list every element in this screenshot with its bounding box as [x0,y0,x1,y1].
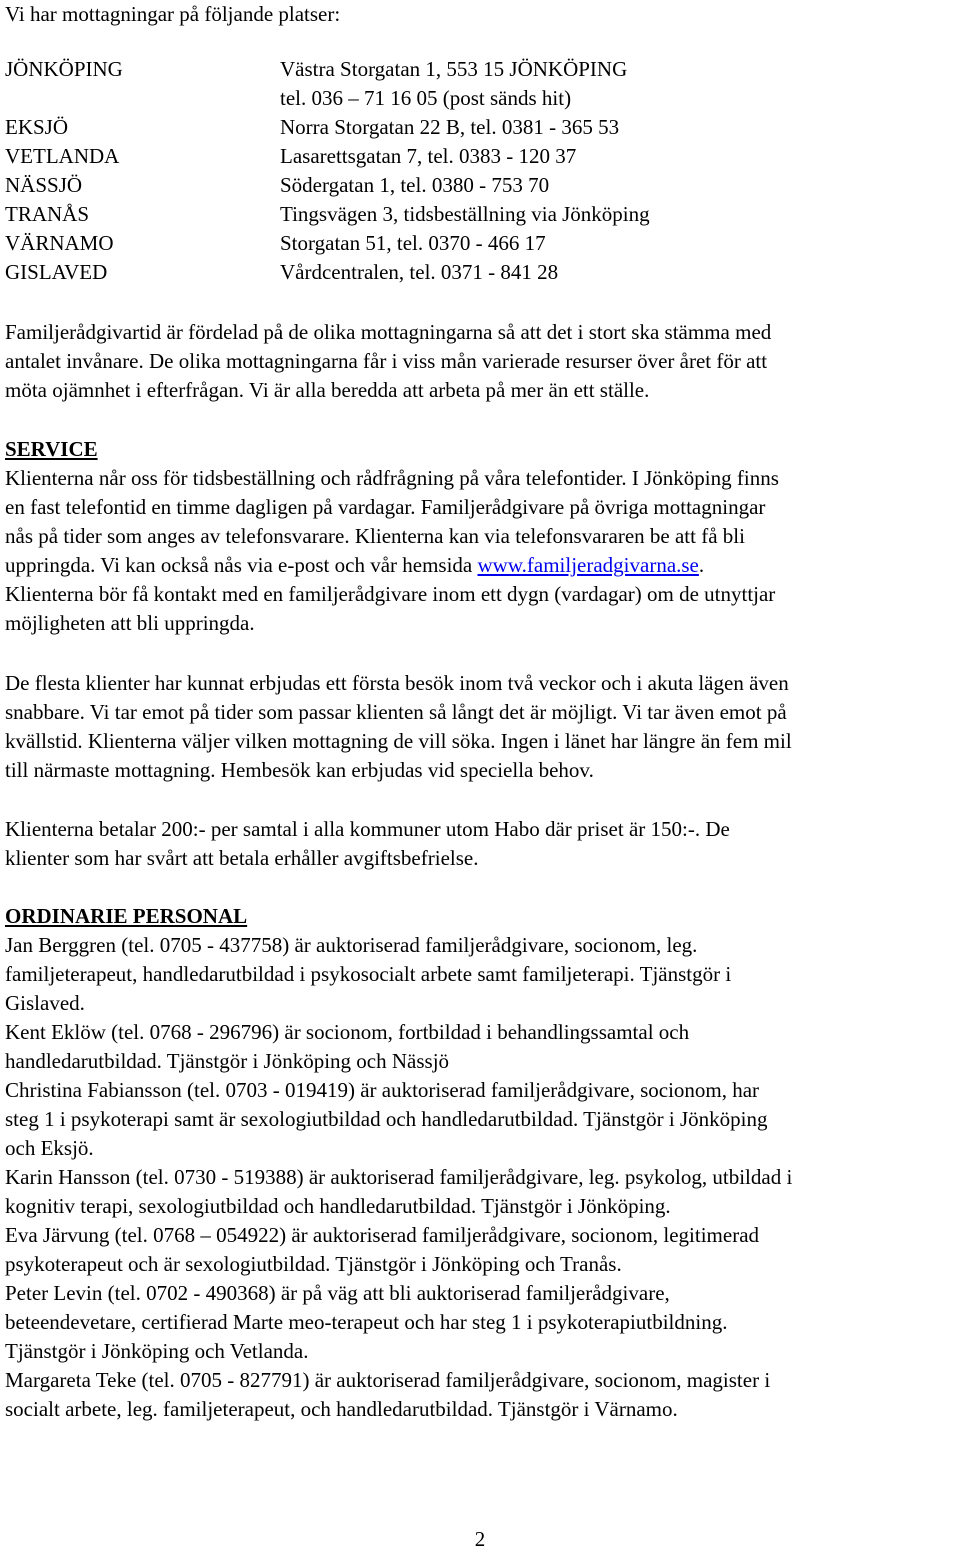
staff-line: Tjänstgör i Jönköping och Vetlanda. [5,1339,309,1363]
paragraph-line: Klienterna betalar 200:- per samtal i alla kommuner utom Habo där priset är 150:-. De [5,817,730,841]
location-name: VÄRNAMO [5,231,114,255]
staff-line: kognitiv terapi, sexologiutbildad och handledarutbildad. Tjänstgör i Jönköping. [5,1194,671,1218]
service-section [5,435,955,638]
location-address: Norra Storgatan 22 B, tel. 0381 - 365 53 [280,115,620,139]
staff-section [5,902,955,1424]
staff-line: socialt arbete, leg. familjeterapeut, och handledarutbildad. Tjänstgör i Värnamo. [5,1397,678,1421]
location-row [5,113,955,142]
paragraph-text: Vi kan också nås via e-post och vår hemsida [95,553,478,577]
staff-line: steg 1 i psykoterapi samt är sexologiutbildad och handledarutbildad. Tjänstgör i Jönköping [5,1107,768,1131]
paragraph-line: kvällstid. Klienterna väljer vilken mottagning de vill söka. Ingen i länet har längre än fem mil [5,729,792,753]
location-name: NÄSSJÖ [5,173,83,197]
paragraph-line: klienter som har svårt att betala erhåller avgiftsbefrielse. [5,846,479,870]
staff-line: Gislaved. [5,991,85,1015]
location-row [5,142,955,171]
staff-line: Jan Berggren (tel. 0705 - 437758) är auktoriserad familjerådgivare, socionom, leg. [5,933,698,957]
paragraph-line: till närmaste mottagning. Hembesök kan erbjudas vid speciella behov. [5,758,594,782]
location-row [5,84,955,113]
intro-line: Vi har mottagningar på följande platser: [5,2,341,26]
location-row [5,171,955,200]
paragraph-text: . [698,553,705,577]
location-name: EKSJÖ [5,115,69,139]
staff-line: Peter Levin (tel. 0702 - 490368) är på väg att bli auktoriserad familjerådgivare, [5,1281,670,1305]
location-row [5,200,955,229]
paragraph-line: möjligheten att bli uppringda. [5,611,255,635]
staff-line: Kent Eklöw (tel. 0768 - 296796) är socionom, fortbildad i behandlingssamtal och [5,1020,690,1044]
paragraph-line: en fast telefontid en timme dagligen på vardagar. Familjerådgivare på övriga mottagningar [5,495,766,519]
paragraph-line: snabbare. Vi tar emot på tider som passar klienten så långt det är möjligt. Vi tar även emot på [5,700,787,724]
staff-line: och Eksjö. [5,1136,94,1160]
staff-line: familjeterapeut, handledarutbildad i psykosocialt arbete samt familjeterapi. Tjänstgör i [5,962,732,986]
location-address: Storgatan 51, tel. 0370 - 466 17 [280,231,546,255]
location-address: tel. 036 – 71 16 05 (post sänds hit) [280,86,572,110]
paragraph-line: Klienterna når oss för tidsbeställning och rådfrågning på våra telefontider. I Jönköping finns [5,466,779,490]
staff-line: Karin Hansson (tel. 0730 - 519388) är auktoriserad familjerådgivare, leg. psykolog, utbildad i [5,1165,793,1189]
paragraph-line: antalet invånare. De olika mottagningarna får i viss mån varierade resurser över året för att [5,349,768,373]
paragraph-text: uppringda. [5,553,96,577]
location-name: VETLANDA [5,144,120,168]
page-number: 2 [474,1527,486,1551]
location-address: Västra Storgatan 1, 553 15 JÖNKÖPING [280,57,628,81]
staff-line: Margareta Teke (tel. 0705 - 827791) är auktoriserad familjerådgivare, socionom, magister i [5,1368,771,1392]
location-address: Tingsvägen 3, tidsbeställning via Jönköping [280,202,650,226]
staff-line: handledarutbildad. Tjänstgör i Jönköping och Nässjö [5,1049,450,1073]
allocation-paragraph [5,318,955,405]
locations-list [5,55,955,287]
intro-text [5,0,955,29]
access-paragraph [5,669,955,785]
website-link[interactable]: www.familjeradgivarna.se [477,553,699,577]
staff-line: Christina Fabiansson (tel. 0703 - 019419) är auktoriserad familjerådgivare, socionom, har [5,1078,760,1102]
staff-heading: ORDINARIE PERSONAL [5,904,248,928]
paragraph-line: nås på tider som anges av telefonsvarare. Klienterna kan via telefonsvararen be att få bli [5,524,745,548]
location-address: Lasarettsgatan 7, tel. 0383 - 120 37 [280,144,577,168]
paragraph-line: De flesta klienter har kunnat erbjudas ett första besök inom två veckor och i akuta lägen även [5,671,789,695]
service-heading: SERVICE [5,437,98,461]
staff-line: psykoterapeut och är sexologiutbildad. Tjänstgör i Jönköping och Tranås. [5,1252,622,1276]
paragraph-line: Familjerådgivartid är fördelad på de olika mottagningarna så att det i stort ska stämma med [5,320,772,344]
location-address: Södergatan 1, tel. 0380 - 753 70 [280,173,550,197]
location-name: TRANÅS [5,202,90,226]
location-row [5,55,955,84]
paragraph-line: Klienterna bör få kontakt med en familjerådgivare inom ett dygn (vardagar) om de utnyttjar [5,582,776,606]
staff-line: beteendevetare, certifierad Marte meo-terapeut och har steg 1 i psykoterapiutbildning. [5,1310,728,1334]
location-address: Vårdcentralen, tel. 0371 - 841 28 [280,260,559,284]
location-row [5,229,955,258]
location-row [5,258,955,287]
paragraph-line: möta ojämnhet i efterfrågan. Vi är alla beredda att arbeta på mer än ett ställe. [5,378,650,402]
paragraph-line [5,551,955,580]
staff-line: Eva Järvung (tel. 0768 – 054922) är auktoriserad familjerådgivare, socionom, legitimerad [5,1223,760,1247]
fees-paragraph [5,815,955,873]
location-name: JÖNKÖPING [5,57,123,81]
location-name: GISLAVED [5,260,108,284]
